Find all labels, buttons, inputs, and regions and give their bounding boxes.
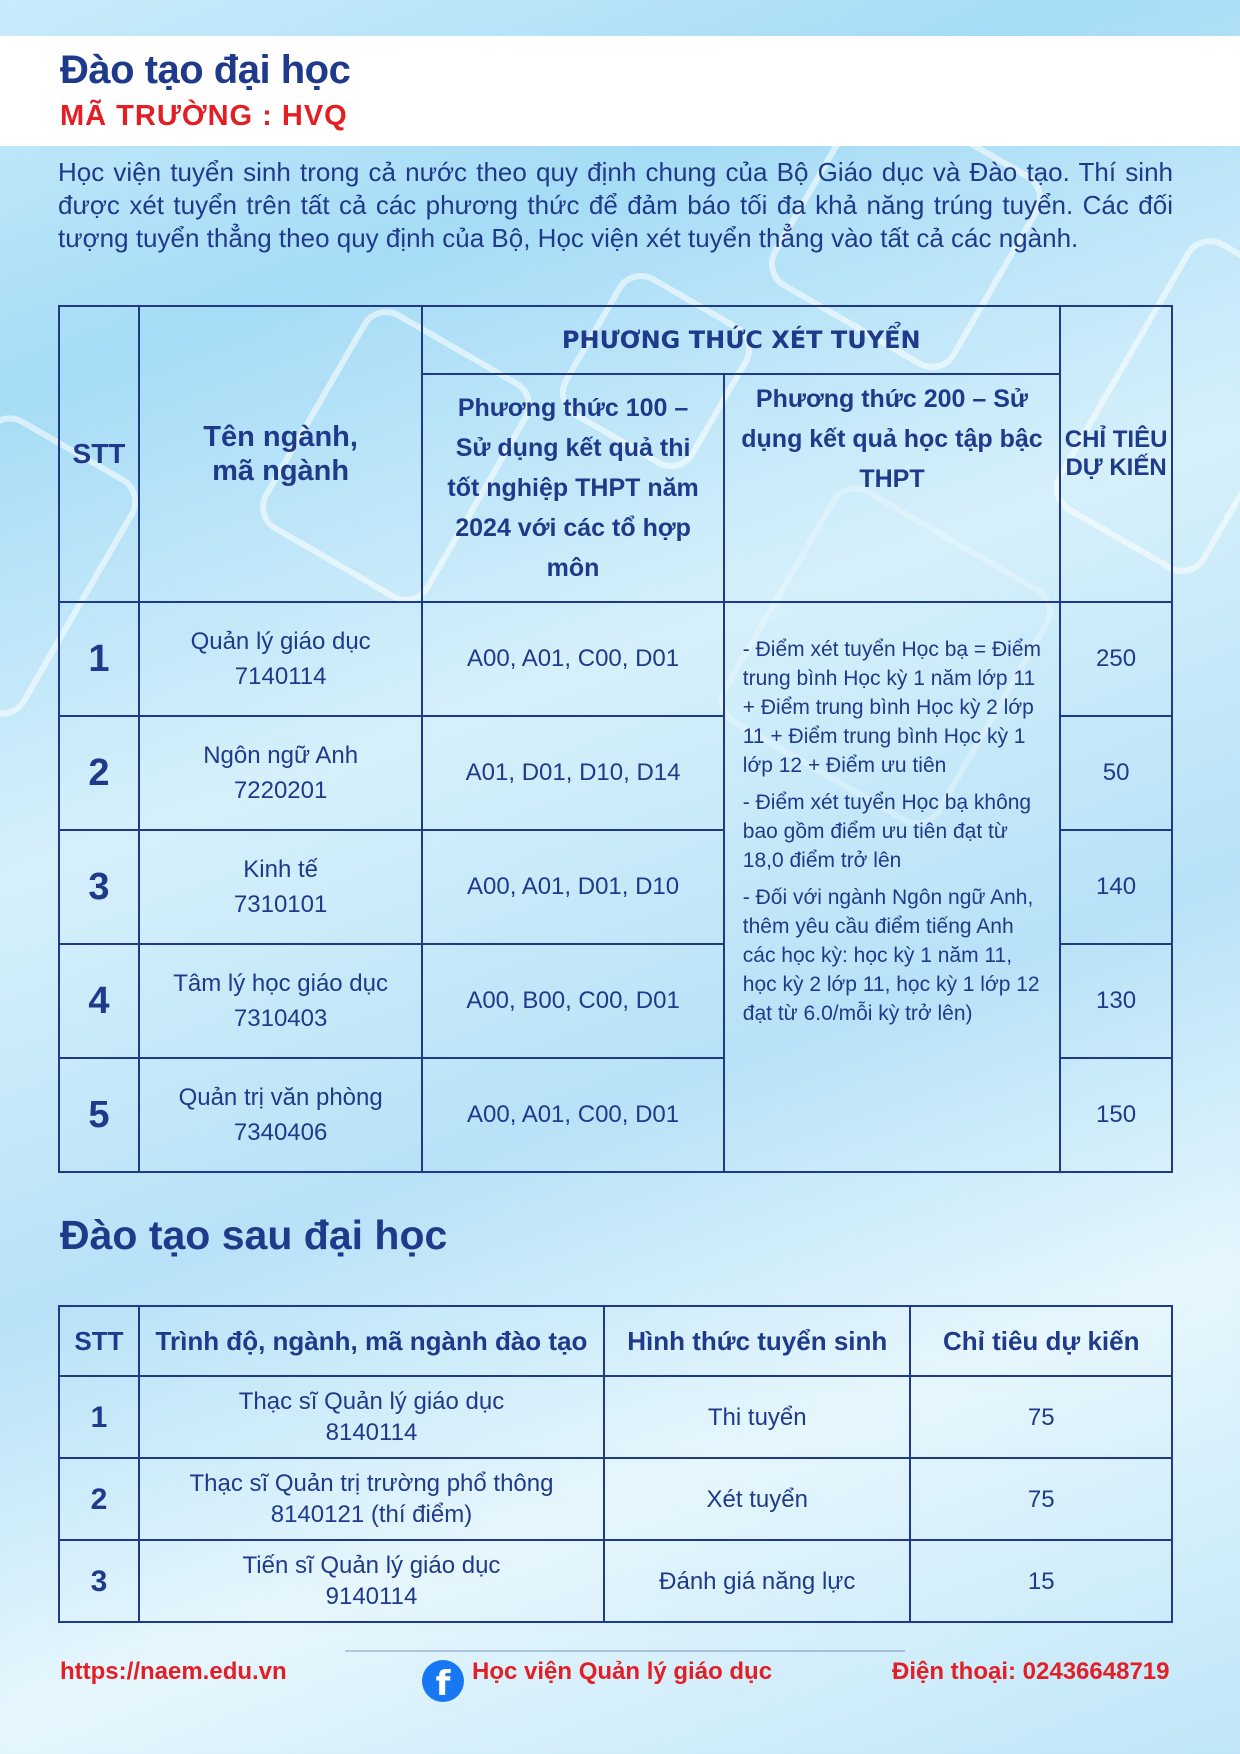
program-code: 7310101 [233,891,328,918]
method-200-note: - Điểm xét tuyển Học bạ = Điểm trung bình Học kỳ 1 năm lớp 11 + Điểm trung bình Học kỳ 2 lớp 11 + Điểm trung bình Học kỳ 1 lớp 12 + Điểm ưu tiên [742,638,1041,777]
row-stt: 4 [59,944,139,1058]
method-200-note: - Đối với ngành Ngôn ngữ Anh, thêm yêu cầu điểm tiếng Anh các học kỳ: học kỳ 1 năm 11, học kỳ 2 lớp 11, học kỳ 1 lớp 12 đạt từ 6.0/mỗi kỳ trở lên) [742,886,1040,1025]
program-cell [139,830,422,944]
header-program-name-line2: mã ngành [212,455,350,487]
facebook-icon[interactable]: f [422,1660,464,1702]
program-code: 8140121 (thí điểm) [270,1501,473,1528]
postgrad-title: Đào tạo sau đại học [60,1212,448,1258]
header-quota-line2: DỰ KIẾN [1065,454,1167,481]
quota-value: 150 [1060,1058,1172,1172]
header-method-100: Phương thức 100 – Sử dụng kết quả thi tốt nghiệp THPT năm 2024 với các tổ hợp môn [422,374,723,602]
program-name: Quản trị văn phòng [178,1084,383,1111]
row-stt: 2 [59,1458,139,1540]
table-row [59,1540,1172,1622]
program-code: 7340406 [233,1119,328,1146]
school-code: MÃ TRƯỜNG : HVQ [60,100,348,132]
program-cell [139,1540,604,1622]
header-quota: Chỉ tiêu dự kiến [910,1306,1172,1376]
header-admission-form: Hình thức tuyển sinh [604,1306,910,1376]
quota-value: 15 [910,1540,1172,1622]
admission-form: Thi tuyển [604,1376,910,1458]
row-stt: 2 [59,716,139,830]
quota-value: 140 [1060,830,1172,944]
header-program-name [139,306,422,602]
program-code: 7140114 [234,663,327,690]
row-stt: 3 [59,1540,139,1622]
program-name: Thạc sĩ Quản trị trường phổ thông [189,1470,554,1497]
subject-combos: A00, A01, C00, D01 [422,602,723,716]
program-code: 7310403 [233,1005,328,1032]
program-cell [139,1058,422,1172]
admission-form: Đánh giá năng lực [604,1540,910,1622]
program-code: 7220201 [233,777,328,804]
subject-combos: A01, D01, D10, D14 [422,716,723,830]
quota-value: 50 [1060,716,1172,830]
program-cell [139,602,422,716]
program-name: Thạc sĩ Quản lý giáo dục [238,1388,505,1415]
program-name: Kinh tế [243,856,318,883]
quota-value: 250 [1060,602,1172,716]
quota-value: 75 [910,1376,1172,1458]
row-stt: 1 [59,602,139,716]
facebook-page-link[interactable]: Học viện Quản lý giáo dục [472,1658,773,1685]
phone-number: Điện thoại: 02436648719 [892,1658,1170,1685]
admission-form: Xét tuyển [604,1458,910,1540]
header-method-200: Phương thức 200 – Sử dụng kết quả học tập bậc THPT [724,374,1060,602]
row-stt: 3 [59,830,139,944]
quota-value: 130 [1060,944,1172,1058]
program-cell [139,944,422,1058]
program-cell [139,1458,604,1540]
header-quota [1060,306,1172,602]
program-cell [139,1376,604,1458]
table-row [59,1376,1172,1458]
intro-paragraph: Học viện tuyển sinh trong cả nước theo quy định chung của Bộ Giáo dục và Đào tạo. Thí sinh được xét tuyển trên tất cả các phương thức để đảm báo tối đa khả năng trúng tuyển. Các đối tượng tuyển thẳng theo quy định của Bộ, Học viện xét tuyển thẳng vào tất cả các ngành. [58,157,1173,253]
program-cell [139,716,422,830]
program-name: Tâm lý học giáo dục [173,970,389,997]
program-code: 9140114 [325,1583,418,1610]
header-quota-line1: CHỈ TIÊU [1064,426,1168,453]
program-name: Quản lý giáo dục [190,628,371,655]
table-row [59,602,1172,716]
header-stt: STT [59,306,139,602]
row-stt: 1 [59,1376,139,1458]
quota-value: 75 [910,1458,1172,1540]
header-methods: PHƯƠNG THỨC XÉT TUYỂN [422,306,1060,374]
header-stt: STT [59,1306,139,1376]
footer-divider [345,1650,905,1652]
program-name: Ngôn ngữ Anh [203,742,359,769]
table-row [59,1458,1172,1540]
method-200-notes [724,602,1060,1172]
subject-combos: A00, A01, D01, D10 [422,830,723,944]
page-title: Đào tạo đại học [60,48,351,92]
method-200-note: - Điểm xét tuyển Học bạ không bao gồm điểm ưu tiên đạt từ 18,0 điểm trở lên [742,791,1032,872]
program-name: Tiến sĩ Quản lý giáo dục [242,1552,501,1579]
subject-combos: A00, A01, C00, D01 [422,1058,723,1172]
program-code: 8140114 [325,1419,418,1446]
header-program-name-line1: Tên ngành, [203,421,358,453]
website-link[interactable]: https://naem.edu.vn [60,1658,287,1685]
undergrad-table [58,305,1173,1173]
header-program: Trình độ, ngành, mã ngành đào tạo [139,1306,604,1376]
subject-combos: A00, B00, C00, D01 [422,944,723,1058]
row-stt: 5 [59,1058,139,1172]
postgrad-table [58,1305,1173,1623]
